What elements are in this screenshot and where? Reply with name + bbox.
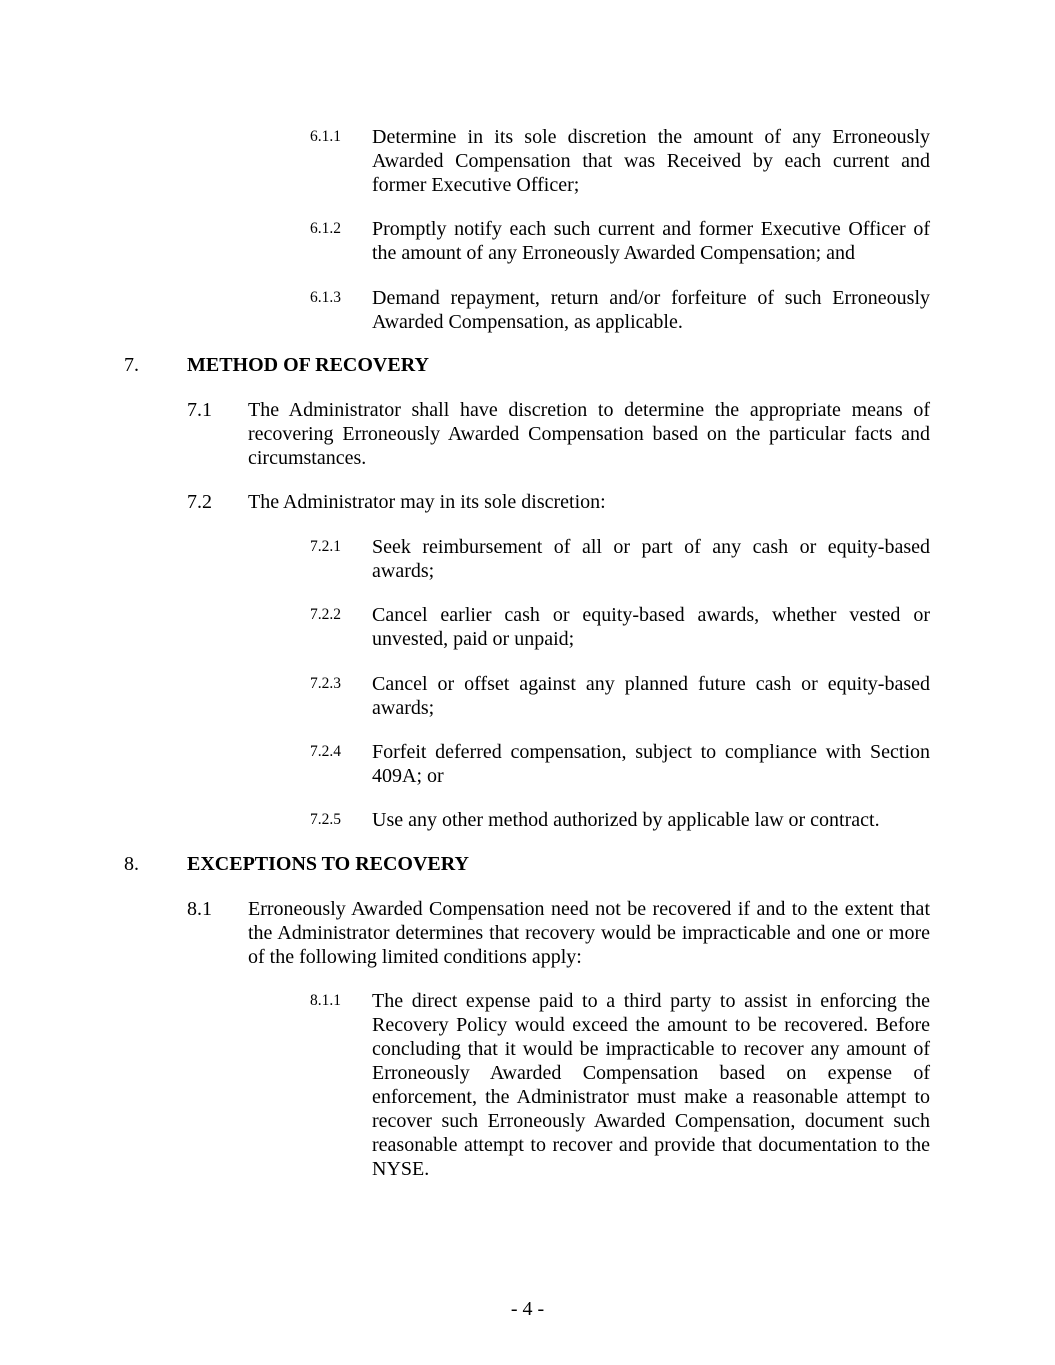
clause-number-7-2-1: 7.2.1	[310, 538, 341, 555]
clause-number-6-1-2: 6.1.2	[310, 220, 341, 237]
clause-number-7-2-2: 7.2.2	[310, 606, 341, 623]
clause-text-6-1-1: Determine in its sole discretion the amount of any Erroneously Awarded Compensation that was Received by each current and former Executive Officer;	[372, 126, 930, 196]
clause-number-8-1-1: 8.1.1	[310, 992, 341, 1009]
page-number: - 4 -	[510, 1298, 545, 1320]
clause-number-6-1-1: 6.1.1	[310, 128, 341, 145]
clause-number-7-2-5: 7.2.5	[310, 811, 341, 828]
clause-number-7-2-4: 7.2.4	[310, 743, 341, 760]
paragraph-text-7-1: The Administrator shall have discretion to determine the appropriate means of recovering Erroneously Awarded Compensation based on the particular facts and circumstances.	[248, 399, 930, 469]
clause-text-6-1-3: Demand repayment, return and/or forfeiture of such Erroneously Awarded Compensation, as applicable.	[372, 287, 930, 333]
paragraph-text-8-1: Erroneously Awarded Compensation need not be recovered if and to the extent that the Administrator determines that recovery would be impracticable and one or more of the following limited conditions apply:	[248, 898, 930, 968]
clause-text-6-1-2: Promptly notify each such current and former Executive Officer of the amount of any Erroneously Awarded Compensation; and	[372, 218, 930, 264]
clause-text-7-2-3: Cancel or offset against any planned future cash or equity-based awards;	[372, 673, 930, 719]
clause-text-7-2-1: Seek reimbursement of all or part of any cash or equity-based awards;	[372, 536, 930, 582]
clause-text-7-2-4: Forfeit deferred compensation, subject to compliance with Section 409A; or	[372, 741, 930, 787]
section-heading-7: METHOD OF RECOVERY	[187, 354, 429, 376]
clause-number-7-2-3: 7.2.3	[310, 675, 341, 692]
clause-number-6-1-3: 6.1.3	[310, 289, 341, 306]
section-number-8: 8.	[124, 853, 139, 875]
section-heading-8: EXCEPTIONS TO RECOVERY	[187, 853, 469, 875]
clause-text-7-2-5: Use any other method authorized by applicable law or contract.	[372, 809, 880, 831]
section-number-7: 7.	[124, 354, 139, 376]
paragraph-number-7-2: 7.2	[187, 491, 212, 513]
paragraph-number-8-1: 8.1	[187, 898, 212, 920]
paragraph-text-7-2: The Administrator may in its sole discretion:	[248, 491, 606, 513]
clause-text-7-2-2: Cancel earlier cash or equity-based awards, whether vested or unvested, paid or unpaid;	[372, 604, 930, 650]
clause-text-8-1-1: The direct expense paid to a third party to assist in enforcing the Recovery Policy would exceed the amount to be recovered. Before concluding that it would be impracticable to recover any amount of Erroneously Awarded Compensation based on expense of enforcement, the Administrator must make a reasonable attempt to recover such Erroneously Awarded Compensation, document such reasonable attempt to recover and provide that documentation to the NYSE.	[372, 990, 930, 1180]
paragraph-number-7-1: 7.1	[187, 399, 212, 421]
